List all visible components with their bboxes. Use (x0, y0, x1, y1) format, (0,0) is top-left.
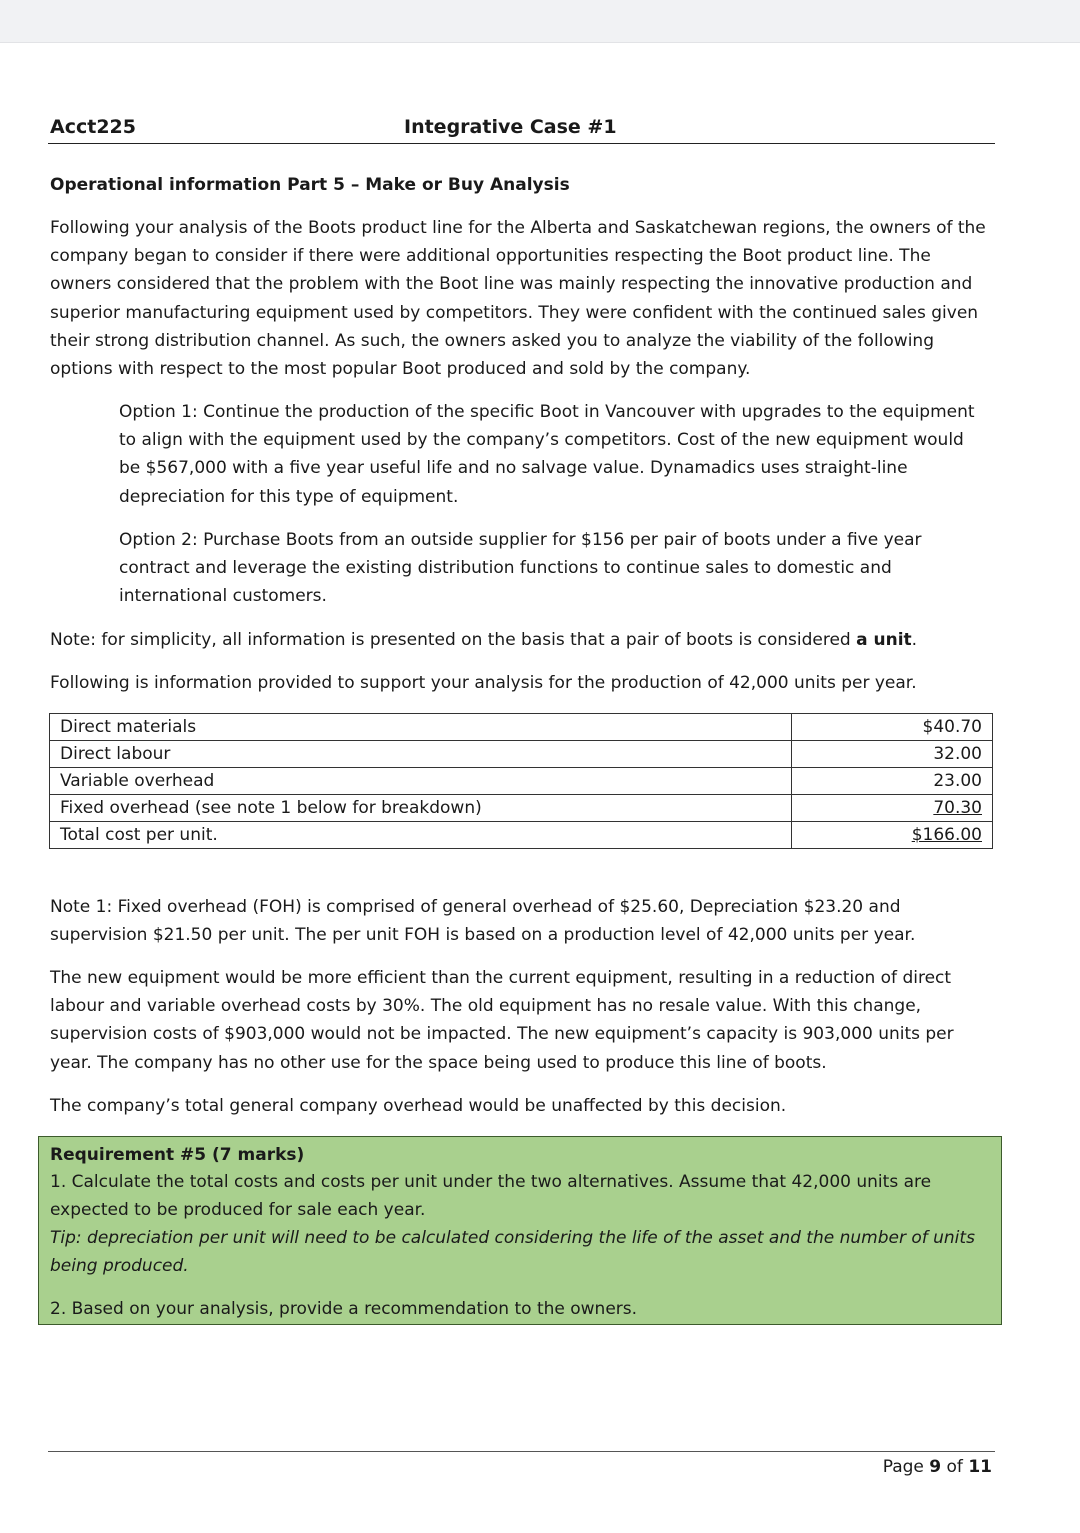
footer-divider (48, 1451, 995, 1452)
unit-note-prefix: Note: for simplicity, all information is presented on the basis that a pair of boots is considered (50, 630, 857, 650)
table-row (50, 768, 993, 795)
unit-note (50, 626, 917, 654)
table-row (50, 795, 993, 822)
cost-table (49, 713, 993, 849)
page-word: Page (882, 1457, 924, 1477)
page-number (883, 1457, 992, 1477)
cost-amount: 23.00 (792, 768, 993, 795)
cost-amount: 70.30 (933, 798, 982, 818)
current-page: 9 (929, 1457, 942, 1477)
option-2-paragraph: Option 2: Purchase Boots from an outside supplier for $156 per pair of boots under a five year contract and leverage the existing distribution functions to continue sales to domestic and international customers. (119, 530, 922, 607)
table-row (50, 714, 993, 741)
following-info: Following is information provided to support your analysis for the production of 42,000 units per year. (50, 673, 917, 693)
intro-paragraph: Following your analysis of the Boots product line for the Alberta and Saskatchewan regions, the owners of the company began to consider if there were additional opportunities respecting the Boot product line. The owners considered that the problem with the Boot line was mainly respecting the innovative production and superior manufacturing equipment used by competitors. They were confident with the continued sales given their strong distribution channel. As such, the owners asked you to analyze the viability of the following options with respect to the most popular Boot produced and sold by the company. (50, 218, 986, 380)
table-row (50, 822, 993, 849)
cost-amount: 32.00 (792, 741, 993, 768)
cost-label: Direct labour (50, 741, 792, 768)
requirement-title: Requirement #5 (7 marks) (50, 1145, 305, 1165)
course-code: Acct225 (50, 116, 136, 138)
new-equipment-paragraph: The new equipment would be more efficient than the current equipment, resulting in a reduction of direct labour and variable overhead costs by 30%. The old equipment has no resale value. With this change, supervision costs of $903,000 would not be impacted. The new equipment’s capacity is 903,000 units per year. The company has no other use for the space being used to produce this line of boots. (50, 968, 954, 1073)
cost-label: Direct materials (50, 714, 792, 741)
unit-note-bold: a unit (856, 630, 912, 650)
cost-label: Variable overhead (50, 768, 792, 795)
total-cost-amount: $166.00 (911, 825, 982, 845)
requirement-tip: Tip: depreciation per unit will need to be calculated considering the life of the asset and the number of units being produced. (50, 1228, 975, 1276)
section-title: Operational information Part 5 – Make or Buy Analysis (50, 175, 570, 195)
cost-label: Fixed overhead (see note 1 below for breakdown) (50, 795, 792, 822)
cost-amount-cell (792, 795, 993, 822)
requirement-item-1: 1. Calculate the total costs and costs per unit under the two alternatives. Assume that 42,000 units are expected to be produced for sale each year. (50, 1172, 932, 1220)
requirement-box (38, 1136, 1002, 1325)
unit-note-suffix: . (911, 630, 918, 650)
case-title: Integrative Case #1 (404, 116, 617, 138)
option-1-paragraph: Option 1: Continue the production of the specific Boot in Vancouver with upgrades to the equipment to align with the equipment used by the company’s competitors. Cost of the new equipment would be $567,000 with a five year useful life and no salvage value. Dynamadics uses straight-line depreciation for this type of equipment. (119, 402, 975, 507)
requirement-item-2: 2. Based on your analysis, provide a recommendation to the owners. (50, 1299, 638, 1319)
general-overhead-paragraph: The company’s total general company overhead would be unaffected by this decision. (50, 1096, 787, 1116)
cost-label: Total cost per unit. (50, 822, 792, 849)
of-word: of (946, 1457, 963, 1477)
header-divider (48, 143, 995, 144)
note-1-paragraph: Note 1: Fixed overhead (FOH) is comprised of general overhead of $25.60, Depreciation $23.20 and supervision $21.50 per unit. The per unit FOH is based on a production level of 42,000 units per year. (50, 897, 916, 946)
total-pages: 11 (968, 1457, 992, 1477)
cost-amount: $40.70 (792, 714, 993, 741)
total-amount-cell (792, 822, 993, 849)
table-row (50, 741, 993, 768)
